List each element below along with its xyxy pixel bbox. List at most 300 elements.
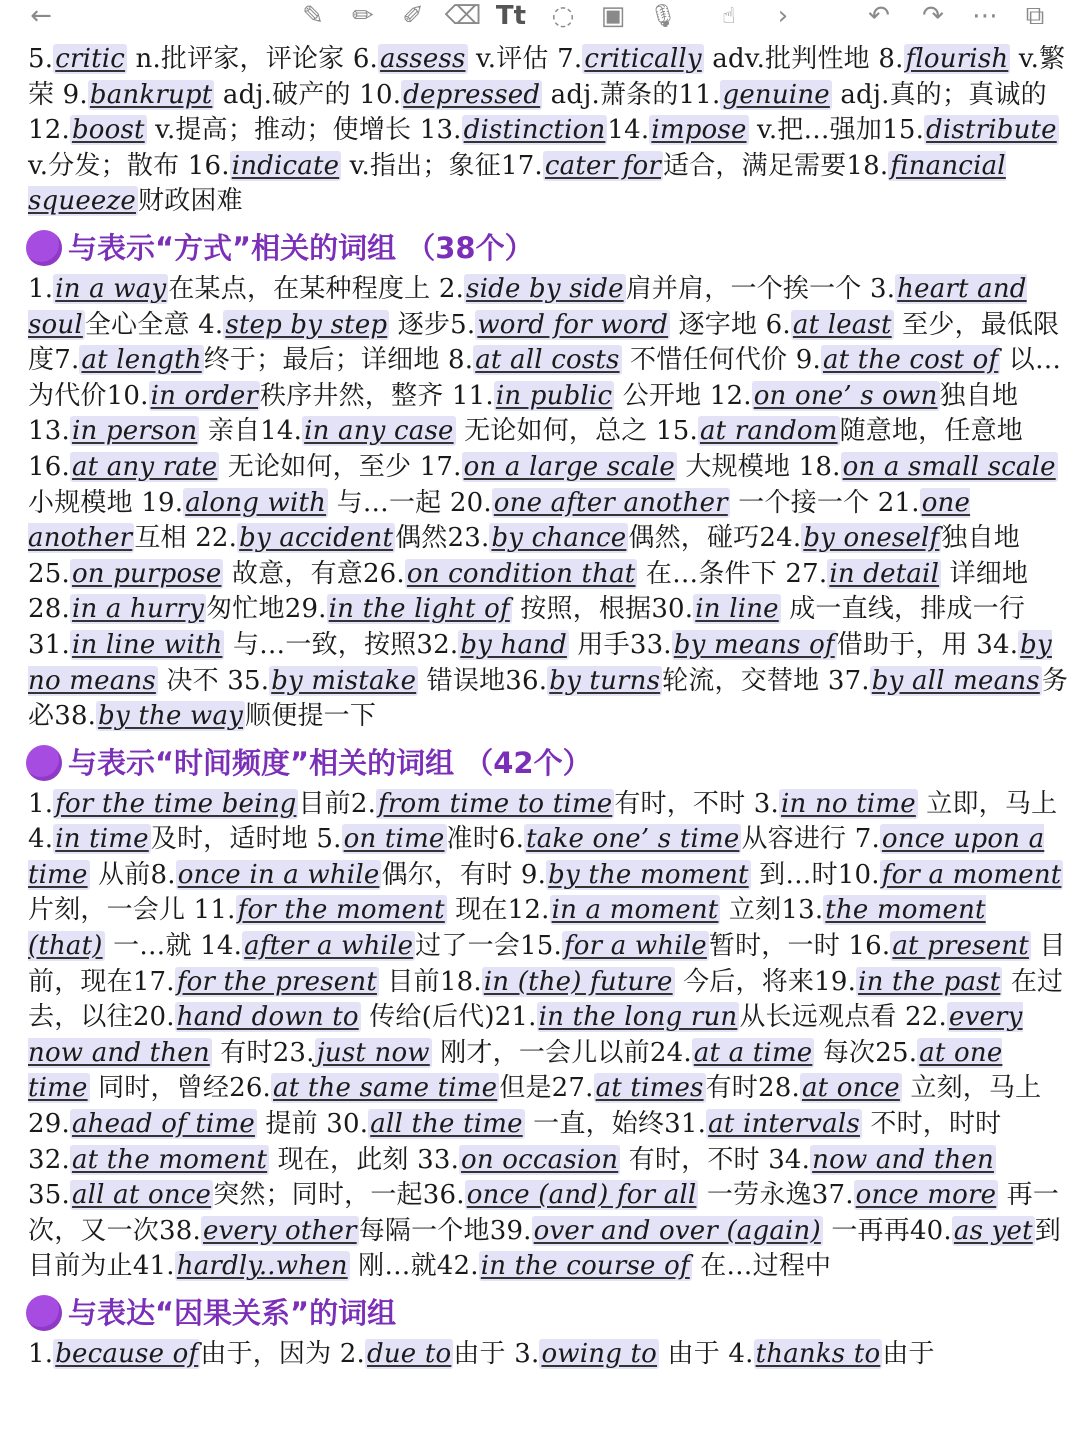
item-number: 21. — [494, 1002, 537, 1033]
item-number: 36. — [505, 665, 548, 696]
section-title: 与表示“方式”相关的词组 （38个） — [68, 230, 534, 265]
phrase-definition: 终于；最后；详细地 — [203, 345, 448, 376]
annotation-toolbar — [0, 0, 1080, 40]
purple-circle-icon — [26, 1295, 62, 1331]
highlighted-phrase: cater for — [544, 150, 662, 181]
item-number: 28. — [28, 594, 70, 625]
phrase-definition: 逐字地 — [670, 309, 766, 340]
highlighted-phrase: as yet — [953, 1215, 1033, 1246]
phrase-definition: 互相 — [134, 523, 196, 554]
phrase-definition: v.把…强加 — [748, 115, 883, 146]
phrase-definition: 匆忙地 — [206, 594, 285, 625]
section-heading-cause-effect — [26, 1293, 1068, 1333]
item-number: 27. — [551, 1073, 594, 1104]
highlighted-phrase: in any case — [304, 416, 454, 447]
highlighted-phrase: on a large scale — [463, 451, 675, 482]
highlighted-phrase: along with — [185, 487, 327, 518]
highlighted-phrase: by oneself — [803, 523, 940, 554]
manner-phrases-paragraph — [28, 272, 1068, 735]
item-number: 29. — [28, 1109, 70, 1140]
phrase-definition: v.提高；推动；使增长 — [146, 115, 420, 146]
phrase-definition: 刚才，一会儿以前 — [431, 1037, 650, 1068]
item-number: 12. — [709, 380, 752, 411]
phrase-definition: 偶然，碰巧 — [628, 523, 760, 554]
item-number: 30. — [326, 1109, 369, 1140]
microphone-icon[interactable]: 🎙 — [649, 3, 677, 29]
item-number: 1. — [28, 788, 54, 819]
item-number: 21. — [877, 487, 920, 518]
phrase-definition: 与…一致，按照 — [224, 629, 417, 660]
item-number: 7. — [557, 44, 583, 74]
item-number: 12. — [507, 895, 550, 926]
item-number: 24. — [759, 523, 802, 554]
item-number: 14. — [260, 416, 303, 447]
highlighted-phrase: all the time — [370, 1109, 523, 1140]
phrase-definition: 至少，最低限度 — [28, 309, 1060, 376]
phrase-definition: 到…时 — [750, 859, 838, 890]
phrase-definition: 全心全意 — [84, 309, 199, 340]
phrase-definition: 顺便提一下 — [245, 701, 377, 732]
item-number: 8. — [448, 345, 474, 376]
highlighted-phrase: in no time — [781, 788, 916, 819]
item-number: 11. — [193, 895, 236, 926]
highlighted-phrase: at least — [792, 309, 892, 340]
item-number: 3. — [753, 788, 780, 819]
highlighted-phrase: on one’ s own — [753, 380, 938, 411]
highlighted-phrase: the moment (that) — [28, 895, 986, 962]
chevron-right-icon[interactable]: › — [777, 1, 789, 31]
cause-phrases-paragraph — [28, 1337, 1068, 1373]
phrase-definition: 大规模地 — [676, 451, 799, 482]
item-number: 5. — [450, 309, 476, 340]
item-number: 1. — [28, 273, 54, 304]
item-number: 10. — [837, 859, 880, 890]
phrase-definition: 准时 — [446, 824, 499, 855]
highlighted-phrase: genuine — [722, 79, 830, 110]
item-number: 7. — [854, 824, 880, 855]
item-number: 35. — [227, 665, 270, 696]
highlighted-phrase: at a time — [693, 1037, 813, 1068]
phrase-definition: 到目前为止 — [28, 1215, 1061, 1282]
phrase-definition: 目前 — [298, 788, 351, 819]
highlighted-phrase: all at once — [71, 1180, 212, 1211]
phrase-definition: 但是 — [499, 1073, 552, 1104]
text-tool-icon[interactable]: Tt — [495, 1, 527, 31]
phrase-definition: 及时，适时地 — [150, 824, 317, 855]
highlighted-phrase: assess — [380, 44, 466, 74]
phrase-definition: 有时，不时 — [614, 788, 754, 819]
phrase-definition: 现在，此刻 — [269, 1144, 418, 1175]
highlighted-phrase: for a while — [563, 931, 707, 962]
phrase-definition: 与…一起 — [328, 487, 450, 518]
item-number: 15. — [519, 931, 562, 962]
highlighted-phrase: in time — [55, 824, 149, 855]
phrase-definition: 由于 — [453, 1339, 515, 1369]
highlighted-phrase: word for word — [477, 309, 669, 340]
highlighted-phrase: critic — [55, 44, 126, 74]
highlighted-phrase: once more — [855, 1180, 997, 1211]
phrase-definition: 片刻，一会儿 — [28, 895, 194, 926]
phrase-definition: 由于 — [882, 1339, 935, 1369]
highlighted-phrase: every other — [202, 1215, 357, 1246]
highlighted-phrase: by chance — [491, 523, 627, 554]
phrase-definition: 用手 — [568, 629, 630, 660]
highlighted-phrase: on a small scale — [842, 451, 1056, 482]
time-phrases-paragraph — [28, 787, 1068, 1285]
phrase-definition: 今后，将来 — [674, 966, 815, 997]
highlighted-phrase: once in a while — [177, 859, 380, 890]
highlighted-phrase: in order — [150, 380, 259, 411]
image-tool-icon[interactable]: ▣ — [600, 1, 626, 31]
item-number: 15. — [655, 416, 698, 447]
phrase-definition: n.批评家，评论家 — [127, 44, 353, 74]
back-arrow-icon[interactable]: ← — [30, 1, 52, 31]
item-number: 20. — [449, 487, 492, 518]
item-number: 16. — [848, 931, 891, 962]
redo-icon[interactable]: ↷ — [922, 1, 944, 31]
phrase-definition: 由于，因为 — [200, 1339, 340, 1369]
phrase-definition: 提前 — [256, 1109, 327, 1140]
highlighted-phrase: at any rate — [71, 451, 218, 482]
item-number: 19. — [141, 487, 184, 518]
highlighted-phrase: at times — [595, 1073, 704, 1104]
item-number: 3. — [869, 273, 896, 304]
phrase-definition: 无论如何，至少 — [219, 451, 420, 482]
phrase-definition: 在某点，在某种程度上 — [168, 273, 439, 304]
highlighted-phrase: distribute — [926, 115, 1057, 146]
item-number: 31. — [664, 1109, 707, 1140]
item-number: 8. — [878, 44, 904, 74]
lasso-tool-icon[interactable]: ◌ — [551, 1, 575, 31]
phrase-definition: 秩序井然，整齐 — [260, 380, 452, 411]
item-number: 33. — [417, 1144, 460, 1175]
highlighted-phrase: by hand — [460, 629, 567, 660]
highlighted-phrase: side by side — [466, 273, 624, 304]
phrase-definition: 肩并肩，一个挨一个 — [625, 273, 870, 304]
highlighted-phrase: due to — [367, 1339, 452, 1369]
phrase-definition: 借助于，用 — [836, 629, 977, 660]
highlighted-phrase: step by step — [225, 309, 388, 340]
item-number: 36. — [422, 1180, 465, 1211]
item-number: 32. — [416, 629, 459, 660]
phrase-definition: 财政困难 — [138, 186, 243, 217]
phrase-definition: 突然；同时，一起 — [213, 1180, 423, 1211]
phrase-definition: 偶尔，有时 — [381, 859, 521, 890]
purple-circle-icon — [26, 745, 62, 781]
item-number: 23. — [447, 523, 490, 554]
item-number: 12. — [28, 115, 70, 146]
item-number: 6. — [352, 44, 379, 74]
item-number: 25. — [28, 558, 70, 589]
item-number: 4. — [28, 824, 54, 855]
highlighted-phrase: depressed — [403, 79, 541, 110]
highlighted-phrase: on condition that — [406, 558, 636, 589]
note-content — [28, 42, 1068, 1373]
item-number: 24. — [649, 1037, 692, 1068]
highlighted-phrase: at intervals — [708, 1109, 860, 1140]
highlighted-phrase: over and over (again) — [533, 1215, 821, 1246]
highlighted-phrase: from time to time — [378, 788, 613, 819]
item-number: 7. — [54, 345, 80, 376]
item-number: 16. — [28, 451, 70, 482]
phrase-definition: 不惜任何代价 — [621, 345, 796, 376]
item-number: 3. — [514, 1339, 540, 1369]
highlighted-phrase: in person — [71, 416, 198, 447]
highlighted-phrase: just now — [316, 1037, 430, 1068]
item-number: 30. — [651, 594, 694, 625]
item-number: 31. — [28, 629, 70, 660]
highlighted-phrase: because of — [55, 1339, 199, 1369]
phrase-definition: 刚…就 — [349, 1251, 437, 1282]
phrase-definition: 决不 — [157, 665, 228, 696]
undo-icon[interactable]: ↶ — [868, 1, 890, 31]
phrase-definition: 目前 — [378, 966, 440, 997]
highlighted-phrase: by accident — [239, 523, 394, 554]
phrase-definition: 独自地 — [941, 523, 1021, 554]
item-number: 4. — [728, 1339, 754, 1369]
item-number: 9. — [795, 345, 821, 376]
item-number: 26. — [229, 1073, 272, 1104]
phrase-definition: 一劳永逸 — [698, 1180, 812, 1211]
item-number: 26. — [362, 558, 405, 589]
item-number: 41. — [132, 1251, 175, 1282]
highlighted-phrase: on time — [343, 824, 445, 855]
phrase-definition: adv.批判性地 — [703, 44, 879, 74]
phrase-definition: 传给(后代) — [360, 1002, 495, 1033]
highlighted-phrase: boost — [71, 115, 145, 146]
intro-vocabulary-paragraph — [28, 42, 1068, 220]
highlighted-phrase: by all means — [871, 665, 1040, 696]
item-number: 9. — [62, 79, 88, 110]
item-number: 28. — [757, 1073, 800, 1104]
phrase-definition: v.分发；散布 — [28, 150, 188, 181]
phrase-definition: 一再再 — [822, 1215, 910, 1246]
phrase-definition: 不时，时时 — [861, 1109, 1002, 1140]
highlighted-phrase: once (and) for all — [466, 1180, 697, 1211]
phrase-definition: adj.破产的 — [214, 79, 360, 110]
phrase-definition: 同时，曾经 — [89, 1073, 230, 1104]
item-number: 39. — [489, 1215, 532, 1246]
phrase-definition: 有时 — [705, 1073, 758, 1104]
highlighted-phrase: critically — [584, 44, 702, 74]
highlighted-phrase: distinction — [463, 115, 606, 146]
phrase-definition: 从容进行 — [741, 824, 855, 855]
phrase-definition: v.评估 — [467, 44, 558, 74]
item-number: 18. — [846, 150, 889, 181]
highlighted-phrase: financial squeeze — [28, 150, 1006, 217]
highlighted-phrase: at the same time — [273, 1073, 498, 1104]
item-number: 11. — [678, 79, 721, 110]
item-number: 2. — [339, 1339, 366, 1369]
highlighter-tool-icon[interactable]: ✐ — [402, 1, 424, 31]
highlighted-phrase: flourish — [905, 44, 1009, 74]
highlighted-phrase: in the past — [858, 966, 1001, 997]
item-number: 15. — [882, 115, 925, 146]
phrase-definition: 在过去，以往 — [28, 966, 1064, 1033]
highlighted-phrase: in (the) future — [483, 966, 673, 997]
item-number: 13. — [781, 895, 824, 926]
item-number: 19. — [814, 966, 857, 997]
phrase-definition: 逐步 — [389, 309, 451, 340]
highlighted-phrase: in the course of — [480, 1251, 690, 1282]
phrase-definition: 错误地 — [418, 665, 506, 696]
phrase-definition: 以…为代价 — [28, 345, 1062, 411]
item-number: 18. — [798, 451, 841, 482]
phrase-definition: 一个接一个 — [729, 487, 878, 518]
highlighted-phrase: thanks to — [755, 1339, 881, 1369]
item-number: 17. — [132, 966, 175, 997]
highlighted-phrase: by no means — [28, 629, 1052, 696]
highlighted-phrase: hardly..when — [176, 1251, 348, 1282]
highlighted-phrase: for the moment — [237, 895, 445, 926]
phrase-definition: 现在 — [446, 895, 508, 926]
highlighted-phrase: by means of — [673, 629, 835, 660]
item-number: 38. — [54, 701, 97, 732]
phrase-definition: 再一次，又一次 — [28, 1180, 1060, 1246]
phrase-definition: 亲自 — [199, 416, 261, 447]
phrase-definition: 立刻，马上 — [901, 1073, 1042, 1104]
item-number: 14. — [200, 931, 243, 962]
highlighted-phrase: one after another — [493, 487, 728, 518]
highlighted-phrase: at the cost of — [822, 345, 999, 376]
highlighted-phrase: indicate — [231, 150, 340, 181]
item-number: 23. — [272, 1037, 315, 1068]
highlighted-phrase: in line — [695, 594, 779, 625]
item-number: 34. — [976, 629, 1019, 660]
item-number: 40. — [909, 1215, 952, 1246]
purple-circle-icon — [26, 230, 62, 266]
phrase-definition: 一…就 — [104, 931, 201, 962]
highlighted-phrase: in line with — [71, 629, 223, 660]
item-number: 17. — [500, 150, 543, 181]
phrase-definition: 每次 — [814, 1037, 876, 1068]
highlighted-phrase: on occasion — [461, 1144, 619, 1175]
highlighted-phrase: impose — [651, 115, 747, 146]
highlighted-phrase: after a while — [244, 931, 414, 962]
phrase-definition: 每隔一个地 — [358, 1215, 490, 1246]
item-number: 10. — [106, 380, 149, 411]
phrase-definition: 由于 — [659, 1339, 729, 1369]
item-number: 6. — [498, 824, 525, 855]
item-number: 16. — [187, 150, 230, 181]
eraser-tool-icon[interactable]: ⌫ — [444, 1, 482, 31]
highlighted-phrase: in the long run — [538, 1002, 738, 1033]
phrase-definition: 立刻 — [720, 895, 782, 926]
highlighted-phrase: at all costs — [475, 345, 620, 376]
phrase-definition: 过了一会 — [415, 931, 520, 962]
item-number: 13. — [28, 416, 70, 447]
hand-pointer-icon[interactable]: ☝ — [722, 3, 736, 29]
pen-tool-icon[interactable]: ✎ — [302, 1, 324, 31]
phrase-definition: v.繁荣 — [28, 44, 1066, 110]
item-number: 2. — [350, 788, 377, 819]
phrase-definition: 有时，不时 — [620, 1144, 769, 1175]
item-number: 5. — [316, 824, 342, 855]
item-number: 37. — [827, 665, 870, 696]
highlighted-phrase: at once — [801, 1073, 900, 1104]
item-number: 13. — [419, 115, 462, 146]
section-title: 与表示“时间频度”相关的词组 （42个） — [68, 745, 592, 780]
highlighted-phrase: one another — [28, 487, 971, 554]
pages-icon[interactable]: ⧉ — [1025, 0, 1045, 31]
phrase-definition: 务必 — [28, 665, 1069, 732]
item-number: 9. — [520, 859, 547, 890]
phrase-definition: 在…条件下 — [637, 558, 786, 589]
section-heading-manner — [26, 228, 1068, 268]
phrase-definition: 随意地，任意地 — [839, 416, 1023, 447]
phrase-definition: 按照，根据 — [511, 594, 652, 625]
highlighted-phrase: for the time being — [55, 788, 297, 819]
highlighted-phrase: in a hurry — [71, 594, 205, 625]
phrase-definition: 公开地 — [614, 380, 710, 411]
item-number: 32. — [28, 1144, 70, 1175]
highlighted-phrase: once upon a time — [28, 824, 1045, 890]
item-number: 2. — [438, 273, 465, 304]
item-number: 17. — [419, 451, 462, 482]
phrase-definition: v.指出；象征 — [341, 150, 501, 181]
phrase-definition: 从长远观点看 — [739, 1002, 906, 1033]
item-number: 5. — [28, 44, 54, 74]
highlighted-phrase: owing to — [541, 1339, 658, 1369]
highlighted-phrase: for the present — [176, 966, 377, 997]
highlighted-phrase: in detail — [829, 558, 940, 589]
highlighted-phrase: heart and soul — [28, 273, 1027, 340]
item-number: 29. — [284, 594, 327, 625]
highlighted-phrase: every now and then — [28, 1002, 1023, 1068]
more-options-icon[interactable]: ⋯ — [972, 1, 998, 31]
item-number: 4. — [198, 309, 224, 340]
phrase-definition: 目前，现在 — [28, 931, 1066, 997]
phrase-definition: 无论如何，总之 — [455, 416, 656, 447]
item-number: 27. — [785, 558, 828, 589]
highlighted-phrase: take one’ s time — [526, 824, 740, 855]
item-number: 34. — [768, 1144, 811, 1175]
phrase-definition: 从前 — [89, 859, 151, 890]
item-number: 37. — [811, 1180, 854, 1211]
section-heading-time-frequency — [26, 743, 1068, 783]
phrase-definition: 在…过程中 — [691, 1251, 832, 1282]
phrase-definition: 小规模地 — [28, 487, 142, 518]
highlighted-phrase: now and then — [812, 1144, 994, 1175]
item-number: 8. — [150, 859, 176, 890]
highlighted-phrase: hand down to — [176, 1002, 359, 1033]
highlighted-phrase: on purpose — [71, 558, 222, 589]
phrase-definition: 成一直线，排成一行 — [780, 594, 1026, 625]
highlighted-phrase: for a moment — [881, 859, 1062, 890]
item-number: 20. — [132, 1002, 175, 1033]
phrase-definition: 轮流，交替地 — [662, 665, 828, 696]
highlighted-phrase: in public — [495, 380, 613, 411]
highlighted-phrase: at length — [81, 345, 202, 376]
phrase-definition: 独自地 — [939, 380, 1019, 411]
phrase-definition: adj.萧条的 — [542, 79, 679, 110]
item-number: 6. — [765, 309, 791, 340]
item-number: 33. — [629, 629, 672, 660]
highlighted-phrase: by the way — [98, 701, 244, 732]
item-number: 42. — [436, 1251, 479, 1282]
item-number: 11. — [451, 380, 494, 411]
item-number: 1. — [28, 1339, 54, 1369]
item-number: 25. — [875, 1037, 918, 1068]
highlighted-phrase: at one time — [28, 1037, 1003, 1104]
pencil-tool-icon[interactable]: ✏ — [352, 1, 374, 31]
phrase-definition: 一直，始终 — [524, 1109, 665, 1140]
highlighted-phrase: at present — [892, 931, 1029, 962]
highlighted-phrase: in a moment — [551, 895, 719, 926]
phrase-definition: 详细地 — [941, 558, 1029, 589]
phrase-definition: 立即，马上 — [917, 788, 1058, 819]
highlighted-phrase: in the light of — [328, 594, 510, 625]
